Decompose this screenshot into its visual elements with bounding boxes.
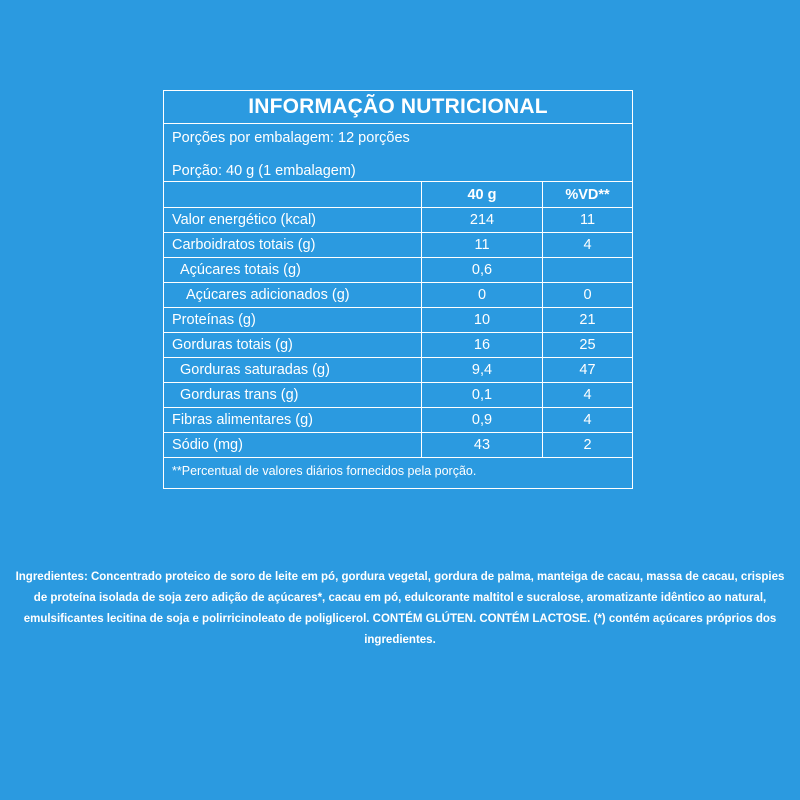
nutrient-amount: 10: [422, 308, 543, 333]
header-blank: [164, 182, 422, 208]
nutrient-vd: [543, 258, 633, 283]
serving-info: [164, 124, 632, 182]
nutrient-vd: 4: [543, 383, 633, 408]
table-title: INFORMAÇÃO NUTRICIONAL: [164, 91, 632, 124]
nutrient-amount: 9,4: [422, 358, 543, 383]
nutrient-amount: 16: [422, 333, 543, 358]
portions-per-package: Porções por embalagem: 12 porções: [172, 130, 410, 146]
nutrient-grid: [164, 182, 632, 458]
table-row: [164, 358, 632, 383]
nutrient-amount: 0: [422, 283, 543, 308]
nutrient-name: Fibras alimentares (g): [164, 408, 422, 433]
nutrition-facts-table: [163, 90, 633, 489]
header-vd: %VD**: [543, 182, 633, 208]
nutrient-vd: 21: [543, 308, 633, 333]
nutrient-amount: 0,1: [422, 383, 543, 408]
nutrient-amount: 43: [422, 433, 543, 458]
table-row: [164, 258, 632, 283]
table-row: [164, 333, 632, 358]
nutrient-vd: 2: [543, 433, 633, 458]
portion-size: Porção: 40 g (1 embalagem): [172, 163, 356, 179]
nutrient-amount: 0,9: [422, 408, 543, 433]
nutrient-vd: 0: [543, 283, 633, 308]
table-row: [164, 208, 632, 233]
nutrient-name: Açúcares totais (g): [164, 258, 422, 283]
nutrient-name: Gorduras saturadas (g): [164, 358, 422, 383]
nutrient-name: Valor energético (kcal): [164, 208, 422, 233]
nutrient-amount: 214: [422, 208, 543, 233]
ingredients-text: Ingredientes: Concentrado proteico de soro de leite em pó, gordura vegetal, gordura de palma, manteiga de cacau, massa de cacau, crispies de proteína isolada de soja zero adição de açúcares*, cacau em pó, edulcorante maltitol e sucralose, aromatizante idêntico ao natural, emulsificantes lecitina de soja e polirricinoleato de poliglicerol. CONTÉM GLÚTEN. CONTÉM LACTOSE. (*) contém açúcares próprios dos ingredientes.: [15, 571, 785, 646]
nutrient-vd: 47: [543, 358, 633, 383]
nutrient-vd: 25: [543, 333, 633, 358]
nutrient-amount: 0,6: [422, 258, 543, 283]
table-row: [164, 308, 632, 333]
nutrient-name: Gorduras totais (g): [164, 333, 422, 358]
table-row: [164, 408, 632, 433]
nutrient-name: Açúcares adicionados (g): [164, 283, 422, 308]
nutrient-vd: 11: [543, 208, 633, 233]
header-row: [164, 182, 632, 208]
nutrient-amount: 11: [422, 233, 543, 258]
table-row: [164, 383, 632, 408]
nutrient-vd: 4: [543, 233, 633, 258]
table-footnote: **Percentual de valores diários fornecidos pela porção.: [172, 464, 477, 478]
table-row: [164, 283, 632, 308]
nutrient-name: Sódio (mg): [164, 433, 422, 458]
table-row: [164, 233, 632, 258]
nutrient-name: Carboidratos totais (g): [164, 233, 422, 258]
nutrient-vd: 4: [543, 408, 633, 433]
nutrient-name: Gorduras trans (g): [164, 383, 422, 408]
nutrient-name: Proteínas (g): [164, 308, 422, 333]
header-amount: 40 g: [422, 182, 543, 208]
table-row: [164, 433, 632, 458]
